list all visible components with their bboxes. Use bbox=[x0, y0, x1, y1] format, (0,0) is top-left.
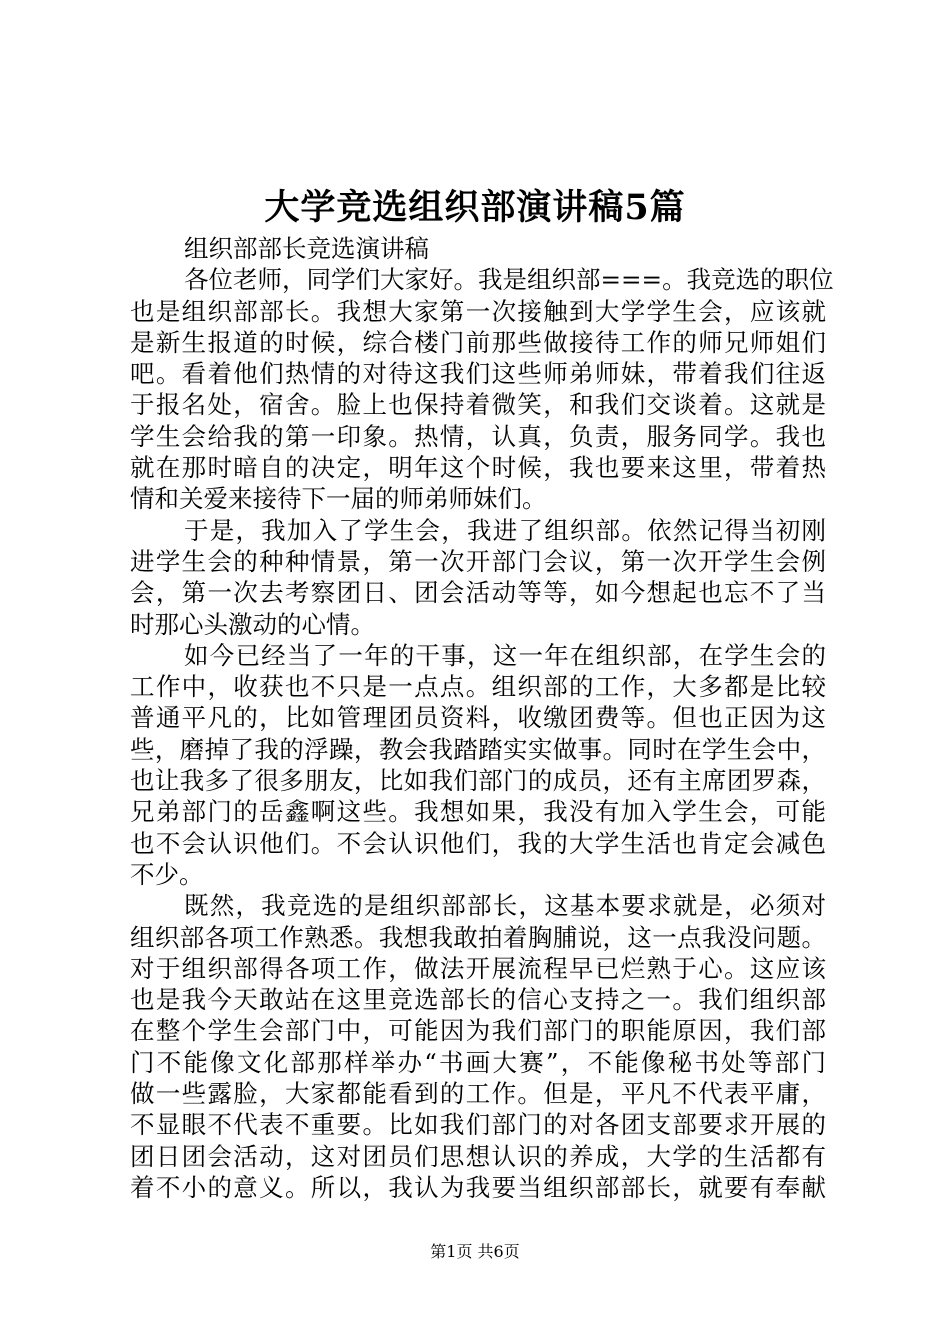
text-line: 就在那时暗自的决定，明年这个时候，我也要来这里，带着热 bbox=[130, 453, 826, 483]
text-line: 也是我今天敢站在这里竞选部长的信心支持之一。我们组织部 bbox=[130, 985, 826, 1015]
text-line: 进学生会的种种情景，第一次开部门会议，第一次开学生会例 bbox=[130, 546, 826, 576]
text-line: 做一些露脸，大家都能看到的工作。但是，平凡不代表平庸， bbox=[130, 1079, 826, 1109]
text-line: 是新生报道的时候，综合楼门前那些做接待工作的师兄师姐们 bbox=[130, 327, 826, 357]
text-line: 各位老师，同学们大家好。我是组织部===。我竞选的职位 bbox=[184, 265, 834, 295]
text-line: 工作中，收获也不只是一点点。组织部的工作，大多都是比较 bbox=[130, 672, 826, 702]
text-line: 也让我多了很多朋友，比如我们部门的成员，还有主席团罗森， bbox=[130, 766, 826, 796]
text-line: 如今已经当了一年的干事，这一年在组织部，在学生会的 bbox=[184, 640, 826, 670]
text-line: 也是组织部部长。我想大家第一次接触到大学学生会，应该就 bbox=[130, 296, 826, 326]
text-line: 不显眼不代表不重要。比如我们部门的对各团支部要求开展的 bbox=[130, 1110, 826, 1140]
text-line: 时那心头激动的心情。 bbox=[130, 609, 375, 639]
text-line: 兄弟部门的岳鑫啊这些。我想如果，我没有加入学生会，可能 bbox=[130, 797, 826, 827]
text-line: 于报名处，宿舍。脸上也保持着微笑，和我们交谈着。这就是 bbox=[130, 390, 826, 420]
text-line: 对于组织部得各项工作，做法开展流程早已烂熟于心。这应该 bbox=[130, 953, 826, 983]
text-line: 吧。看着他们热情的对待这我们这些师弟师妹，带着我们往返 bbox=[130, 359, 826, 389]
text-line: 组织部部长竞选演讲稿 bbox=[184, 234, 429, 263]
text-line: 团日团会活动，这对团员们思想认识的养成，大学的生活都有 bbox=[130, 1141, 826, 1171]
text-line: 普通平凡的，比如管理团员资料，收缴团费等。但也正因为这 bbox=[130, 703, 826, 733]
text-line: 组织部各项工作熟悉。我想我敢拍着胸脯说，这一点我没问题。 bbox=[130, 922, 826, 952]
page-footer: 第1页 共6页 bbox=[430, 1242, 520, 1261]
text-line: 着不小的意义。所以，我认为我要当组织部部长，就要有奉献 bbox=[130, 1172, 826, 1202]
text-line: 会，第一次去考察团日、团会活动等等，如今想起也忘不了当 bbox=[130, 578, 826, 608]
text-line: 学生会给我的第一印象。热情，认真，负责，服务同学。我也 bbox=[130, 421, 826, 451]
text-line: 门不能像文化部那样举办“书画大赛”，不能像秘书处等部门 bbox=[130, 1047, 826, 1077]
text-line: 于是，我加入了学生会，我进了组织部。依然记得当初刚 bbox=[184, 515, 826, 545]
text-line: 些，磨掉了我的浮躁，教会我踏踏实实做事。同时在学生会中， bbox=[130, 734, 826, 764]
text-line: 情和关爱来接待下一届的师弟师妹们。 bbox=[130, 484, 547, 514]
text-line: 也不会认识他们。不会认识他们，我的大学生活也肯定会减色 bbox=[130, 828, 826, 858]
text-line: 在整个学生会部门中，可能因为我们部门的职能原因，我们部 bbox=[130, 1016, 826, 1046]
text-line: 既然，我竞选的是组织部部长，这基本要求就是，必须对 bbox=[184, 891, 826, 921]
document-body bbox=[130, 233, 834, 1203]
document-title: 大学竞选组织部演讲稿5篇 bbox=[264, 187, 686, 228]
text-line: 不少。 bbox=[130, 859, 204, 889]
